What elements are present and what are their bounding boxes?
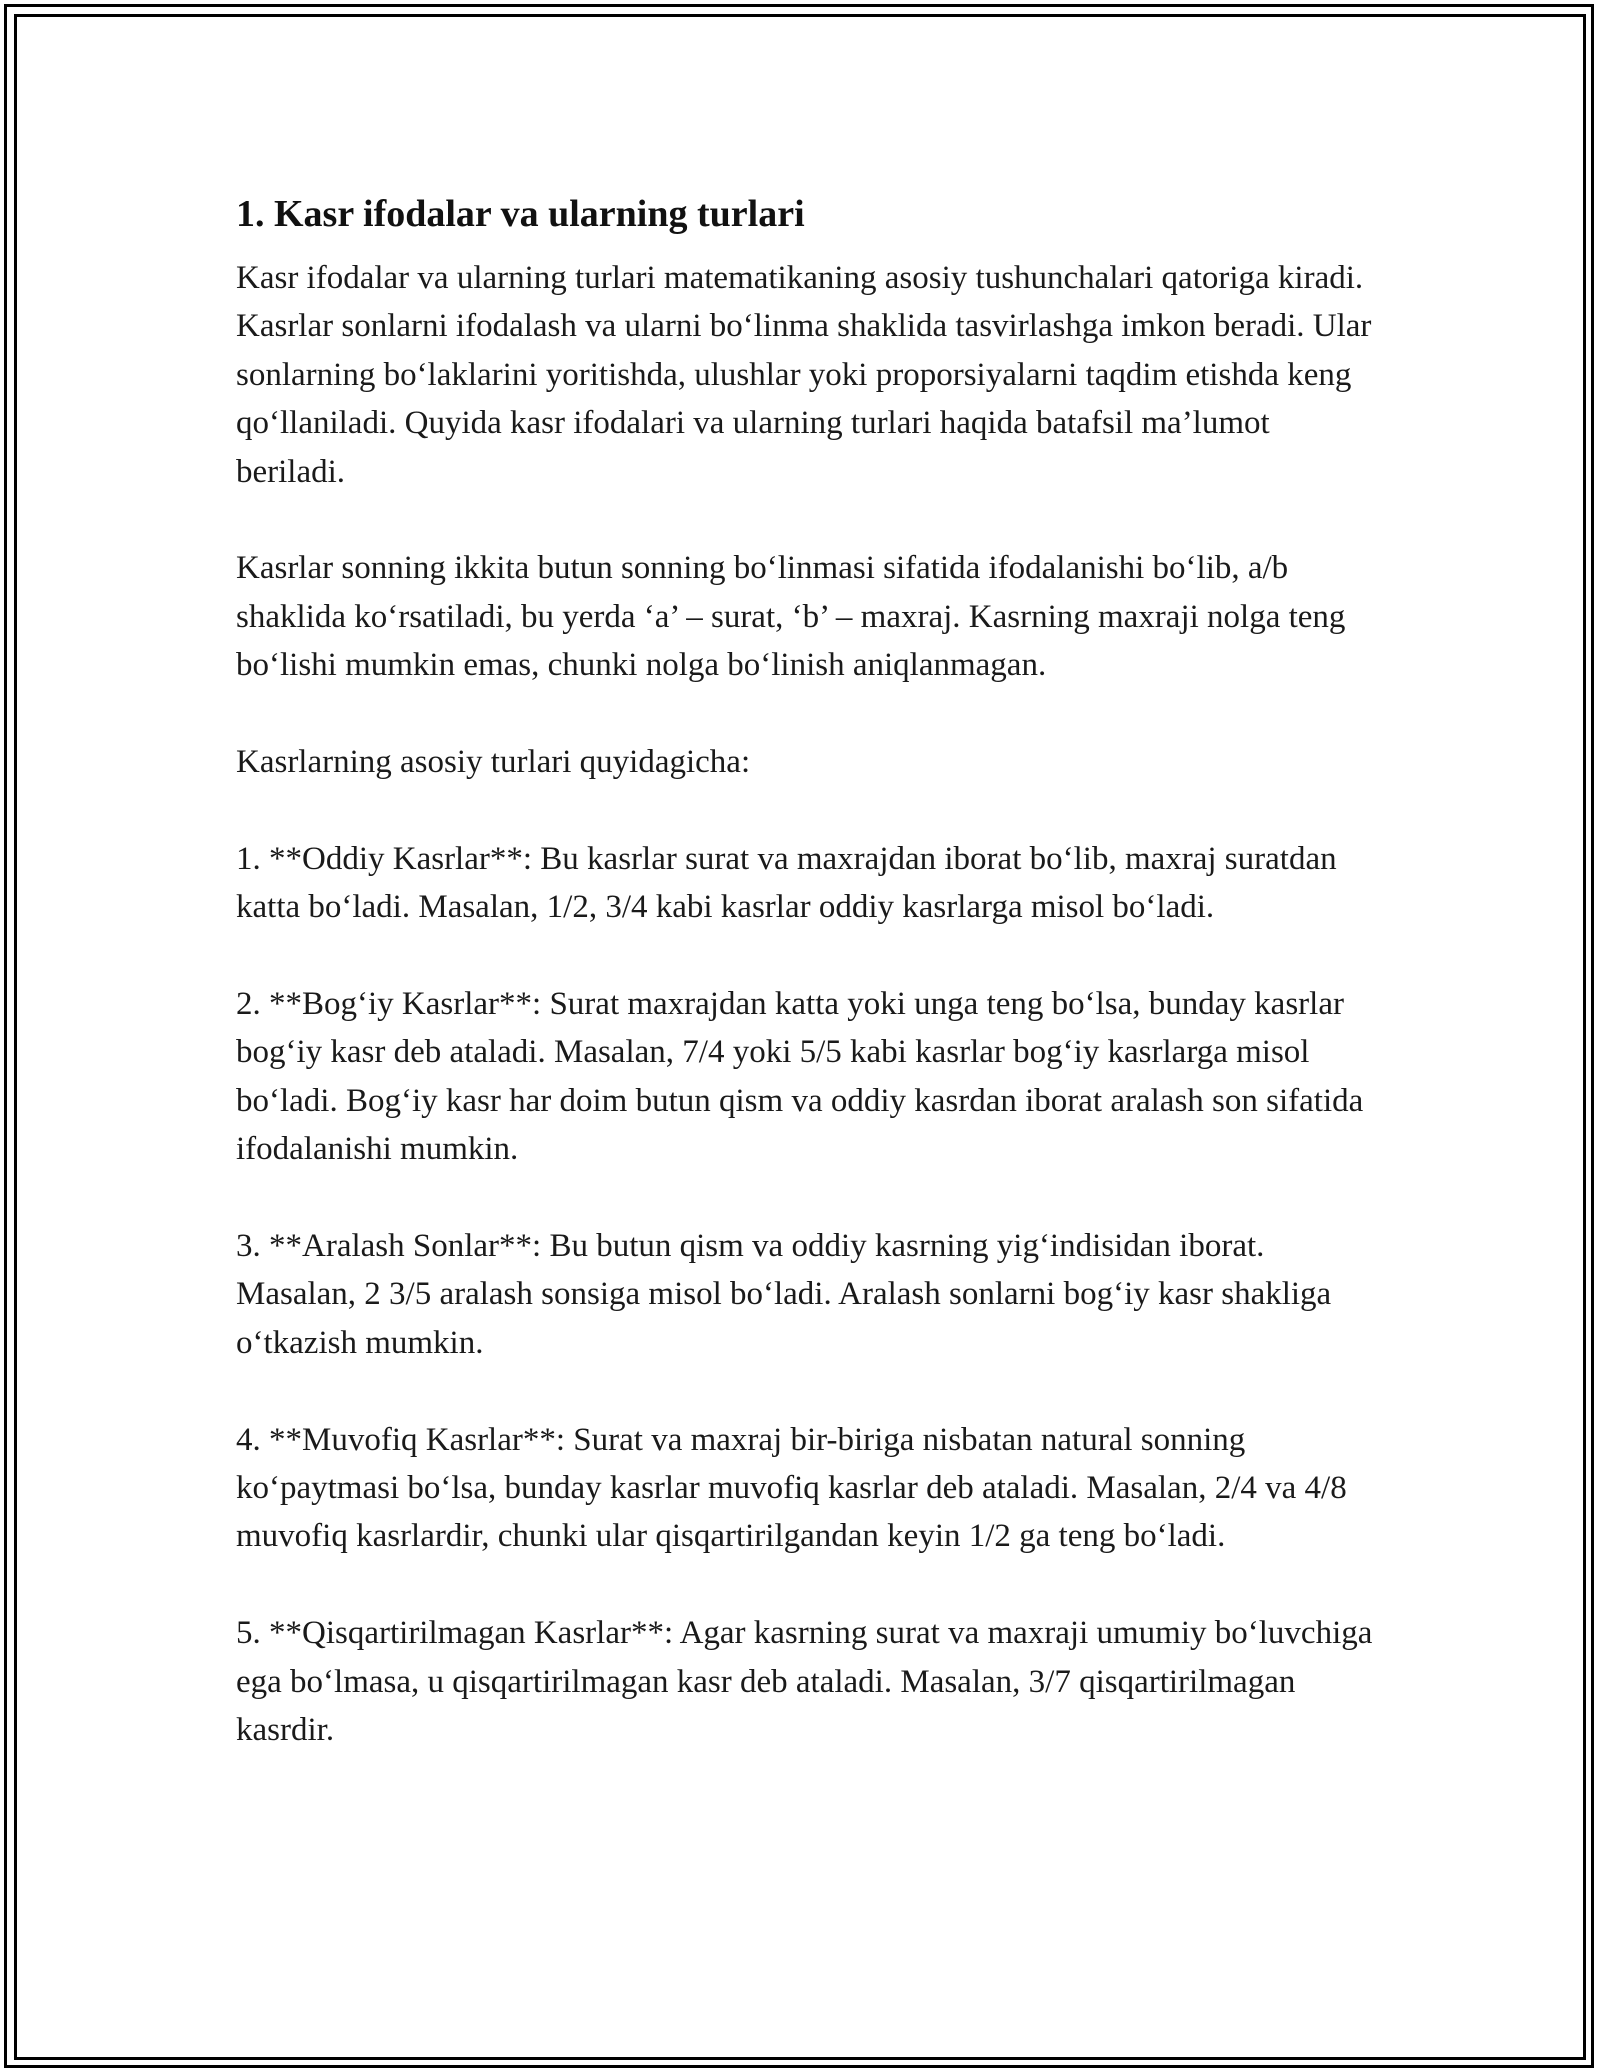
list-item-bogiy-kasrlar: 2. **Bog‘iy Kasrlar**: Surat maxrajdan katta yoki unga teng bo‘lsa, bunday kasrlar bog‘iy kasr deb ataladi. Masalan, 7/4 yoki 5/5 kabi kasrlar bog‘iy kasrlarga misol bo‘ladi. Bog‘iy kasr har doim butun qism va oddiy kasrdan iborat aralash son sifatida ifodalanishi mumkin. — [236, 986, 1364, 1168]
document-page — [236, 182, 1376, 1803]
paragraph-intro: Kasr ifodalar va ularning turlari matematikaning asosiy tushunchalari qatoriga kiradi. Kasrlar sonlarni ifodalash va ularni bo‘linma shaklida tasvirlashga imkon beradi. Ular sonlarning bo‘laklarini yoritishda, ulushlar yoki proporsiyalarni taqdim etishda keng qo‘llaniladi. Quyida kasr ifodalari va ularning turlari haqida batafsil ma’lumot beriladi. — [236, 260, 1372, 490]
section-heading: 1. Kasr ifodalar va ularning turlari — [236, 193, 805, 235]
list-item-qisqartirilmagan-kasrlar: 5. **Qisqartirilmagan Kasrlar**: Agar kasrning surat va maxraji umumiy bo‘luvchiga ega bo‘lmasa, u qisqartirilmagan kasr deb ataladi. Masalan, 3/7 qisqartirilmagan kasrdir. — [236, 1615, 1373, 1749]
paragraph-definition: Kasrlar sonning ikkita butun sonning bo‘linmasi sifatida ifodalanishi bo‘lib, a/b shaklida ko‘rsatiladi, bu yerda ‘a’ – surat, ‘b’ – maxraj. Kasrning maxraji nolga teng bo‘lishi mumkin emas, chunki nolga bo‘linish aniqlanmagan. — [236, 550, 1346, 684]
list-item-aralash-sonlar: 3. **Aralash Sonlar**: Bu butun qism va oddiy kasrning yig‘indisidan iborat. Masalan, 2 3/5 aralash sonsiga misol bo‘ladi. Aralash sonlarni bog‘iy kasr shakliga o‘tkazish mumkin. — [236, 1228, 1332, 1361]
list-item-oddiy-kasrlar: 1. **Oddiy Kasrlar**: Bu kasrlar surat va maxrajdan iborat bo‘lib, maxraj suratdan katta bo‘ladi. Masalan, 1/2, 3/4 kabi kasrlar oddiy kasrlarga misol bo‘ladi. — [236, 840, 1337, 926]
paragraph-types-intro: Kasrlarning asosiy turlari quyidagicha: — [236, 744, 751, 781]
list-item-muvofiq-kasrlar: 4. **Muvofiq Kasrlar**: Surat va maxraj bir-biriga nisbatan natural sonning ko‘paytmasi bo‘lsa, bunday kasrlar muvofiq kasrlar deb ataladi. Masalan, 2/4 va 4/8 muvofiq kasrlardir, chunki ular qisqartirilgandan keyin 1/2 ga teng bo‘ladi. — [236, 1421, 1347, 1555]
